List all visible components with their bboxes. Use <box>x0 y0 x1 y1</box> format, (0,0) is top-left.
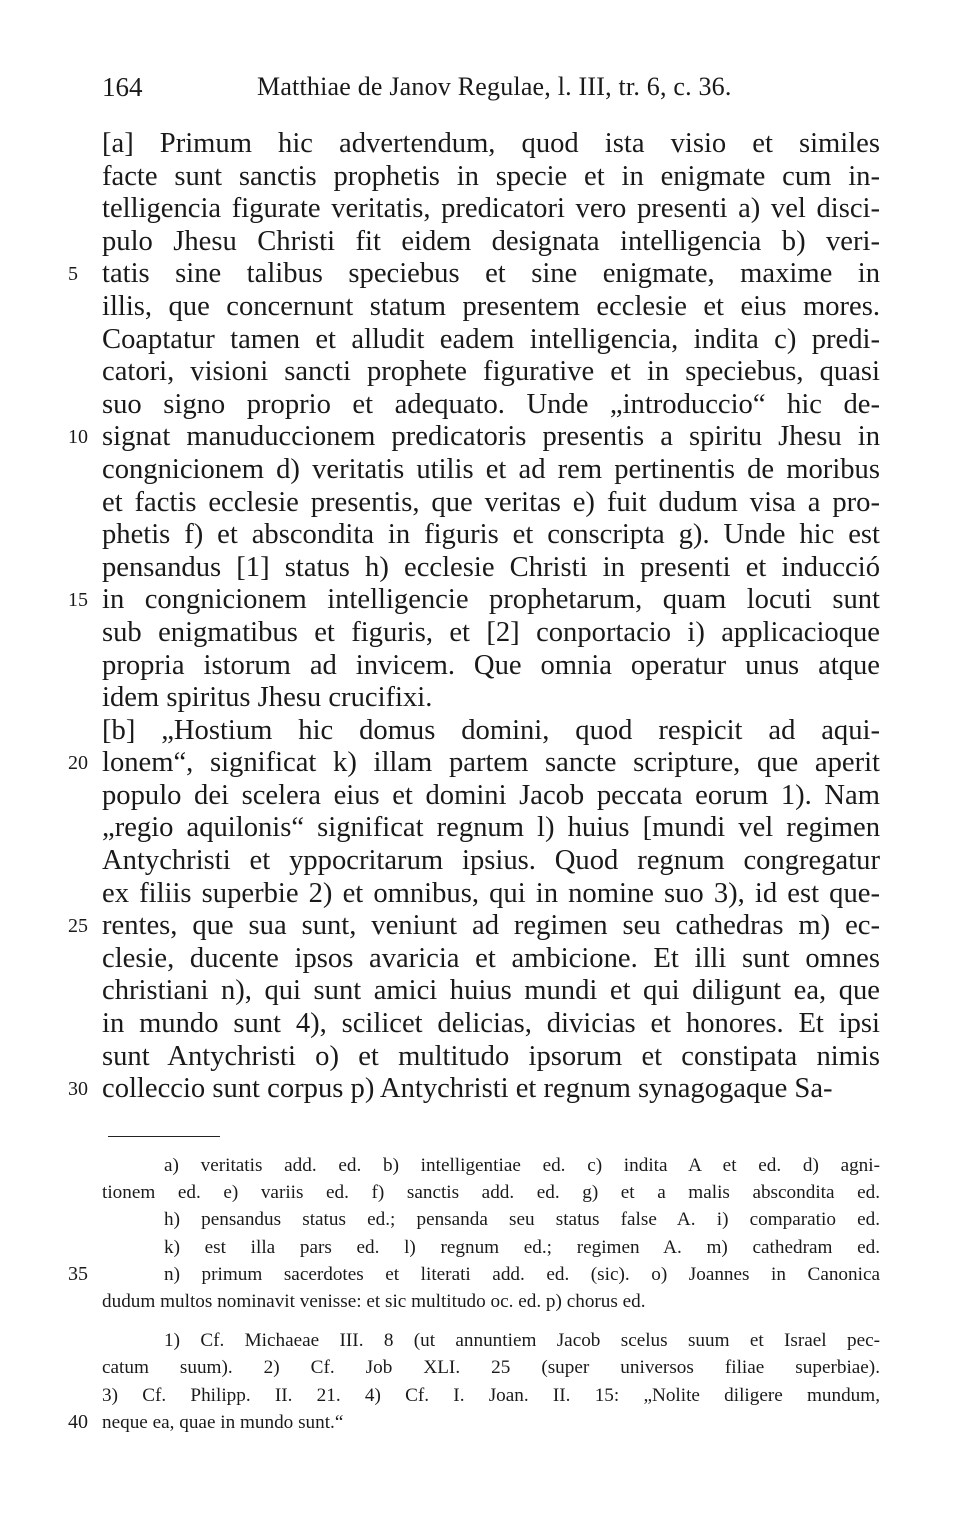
apparatus-text: a) veritatis add. ed. b) intelligentiae ed. c) indita A et ed. d) agni- <box>164 1155 880 1176</box>
apparatus-text: k) est illa pars ed. l) regnum ed.; regimen A. m) cathedram ed. <box>164 1236 880 1258</box>
line-number: 5 <box>68 263 78 286</box>
source-notes <box>68 1327 880 1436</box>
body-text: in congnicionem intelligencie prophetarum, quam locuti sunt <box>102 584 880 616</box>
body-text: populo dei scelera eius et domini Jacob peccata eorum 1). Nam <box>102 779 880 811</box>
body-line <box>102 878 880 911</box>
source-line <box>68 1409 880 1436</box>
body-text: telligencia figurate veritatis, predicatori vero presenti a) vel disci- <box>102 193 880 225</box>
apparatus-line <box>102 1179 880 1206</box>
body-text: sub enigmatibus et figuris, et [2] conportacio i) applicacioque <box>102 616 880 648</box>
body-text: catori, visioni sancti prophete figurative et in speciebus, quasi <box>102 356 880 388</box>
body-line <box>68 1073 880 1106</box>
body-line <box>102 193 880 226</box>
body-line <box>68 910 880 943</box>
body-text: in mundo sunt 4), scilicet delicias, divicias et honores. Et ipsi <box>102 1008 880 1040</box>
body-line <box>102 324 880 357</box>
body-line <box>102 943 880 976</box>
apparatus-text: dudum multos nominavit venisse: et sic multitudo oc. ed. p) chorus ed. <box>102 1290 646 1312</box>
line-number: 10 <box>68 426 88 449</box>
body-line <box>102 454 880 487</box>
body-text: congnicionem d) veritatis utilis et ad rem pertinentis de moribus <box>102 453 880 485</box>
line-number: 35 <box>68 1262 88 1285</box>
body-line <box>102 226 880 259</box>
line-number: 25 <box>68 915 88 938</box>
body-text: rentes, que sua sunt, veniunt ad regimen seu cathedras m) ec- <box>102 910 880 942</box>
body-line <box>102 519 880 552</box>
body-text: Coaptatur tamen et alludit eadem intelligencia, indita c) predi- <box>102 323 880 355</box>
body-text: „regio aquilonis“ significat regnum l) huius [mundi vel regimen <box>102 812 880 844</box>
source-line <box>102 1382 880 1409</box>
apparatus-line <box>102 1152 880 1179</box>
body-text: Antychristi et yppocritarum ipsius. Quod regnum congregatur <box>102 845 880 877</box>
body-text: clesie, ducente ipsos avaricia et ambicione. Et illi sunt omnes <box>102 942 880 974</box>
source-text: 3) Cf. Philipp. II. 21. 4) Cf. I. Joan. II. 15: „Nolite diligere mundum, <box>102 1384 880 1406</box>
body-text: pulo Jhesu Christi fit eidem designata intelligencia b) veri- <box>102 225 880 257</box>
footnotes <box>68 1152 880 1436</box>
body-line <box>102 845 880 878</box>
body-line <box>102 356 880 389</box>
main-text <box>68 128 880 1106</box>
line-number: 30 <box>68 1078 88 1101</box>
body-line <box>102 682 880 715</box>
body-line <box>102 975 880 1008</box>
source-text: catum suum). 2) Cf. Job XLI. 25 (super universos filiae superbiae). <box>102 1357 880 1379</box>
apparatus-notes <box>68 1152 880 1315</box>
body-text: christiani n), qui sunt amici huius mundi et qui diligunt ea, que <box>102 975 880 1007</box>
source-text: neque ea, quae in mundo sunt.“ <box>102 1411 344 1433</box>
body-line <box>102 812 880 845</box>
apparatus-text: h) pensandus status ed.; pensanda seu status false A. i) comparatio ed. <box>164 1209 880 1231</box>
body-text: signat manuduccionem predicatoris presentis a spiritu Jhesu in <box>102 421 880 453</box>
running-title: Matthiae de Janov Regulae, l. III, tr. 6, c. 36. <box>257 72 732 101</box>
body-text: lonem“, significat k) illam partem sancte scripture, que aperit <box>102 747 880 779</box>
body-text: facte sunt sanctis prophetis in specie et in enigmate cum in- <box>102 160 880 192</box>
footnote-rule <box>108 1136 220 1137</box>
body-line <box>102 291 880 324</box>
body-text: ex filiis superbie 2) et omnibus, qui in nomine suo 3), id est que- <box>102 877 880 909</box>
body-line <box>102 715 880 748</box>
body-text: [a] Primum hic advertendum, quod ista visio et similes <box>102 128 880 159</box>
body-line <box>102 487 880 520</box>
body-line <box>68 584 880 617</box>
body-line <box>102 552 880 585</box>
body-line <box>102 161 880 194</box>
body-line <box>102 128 880 161</box>
page-number: 164 <box>102 72 143 102</box>
body-line <box>68 258 880 291</box>
body-line <box>102 389 880 422</box>
line-number: 15 <box>68 589 88 612</box>
body-line <box>102 1008 880 1041</box>
apparatus-line <box>102 1206 880 1233</box>
page-header <box>102 72 882 112</box>
body-line <box>102 617 880 650</box>
body-line <box>102 780 880 813</box>
source-line <box>102 1354 880 1381</box>
apparatus-line <box>102 1288 880 1315</box>
apparatus-line <box>68 1261 880 1288</box>
source-line <box>102 1327 880 1354</box>
body-text: colleccio sunt corpus p) Antychristi et regnum synagogaque Sa- <box>102 1073 833 1105</box>
body-text: propria istorum ad invicem. Que omnia operatur unus atque <box>102 649 880 681</box>
body-text: et factis ecclesie presentis, que veritas e) fuit dudum visa a pro- <box>102 486 880 518</box>
body-text: pensandus [1] status h) ecclesie Christi in presenti et inducció <box>102 551 880 583</box>
source-text: 1) Cf. Michaeae III. 8 (ut annuntiem Jacob scelus suum et Israel pec- <box>164 1330 880 1352</box>
body-line <box>102 650 880 683</box>
body-text: suo signo proprio et adequato. Unde „introduccio“ hic de- <box>102 388 880 420</box>
body-text: tatis sine talibus speciebus et sine enigmate, maxime in <box>102 258 880 290</box>
body-text: phetis f) et abscondita in figuris et conscripta g). Unde hic est <box>102 519 880 551</box>
apparatus-line <box>102 1234 880 1261</box>
body-line <box>68 421 880 454</box>
body-text: idem spiritus Jhesu crucifixi. <box>102 682 433 714</box>
body-text: sunt Antychristi o) et multitudo ipsorum et constipata nimis <box>102 1040 880 1072</box>
body-line <box>102 1041 880 1074</box>
body-line <box>68 747 880 780</box>
apparatus-text: tionem ed. e) variis ed. f) sanctis add. ed. g) et a malis abscondita ed. <box>102 1182 880 1204</box>
line-number: 20 <box>68 752 88 775</box>
body-text: illis, que concernunt statum presentem ecclesie et eius mores. <box>102 290 880 322</box>
body-text: [b] „Hostium hic domus domini, quod respicit ad aqui- <box>102 714 880 746</box>
line-number: 40 <box>68 1410 88 1433</box>
apparatus-text: n) primum sacerdotes et literati add. ed. (sic). o) Joannes in Canonica <box>164 1263 880 1285</box>
